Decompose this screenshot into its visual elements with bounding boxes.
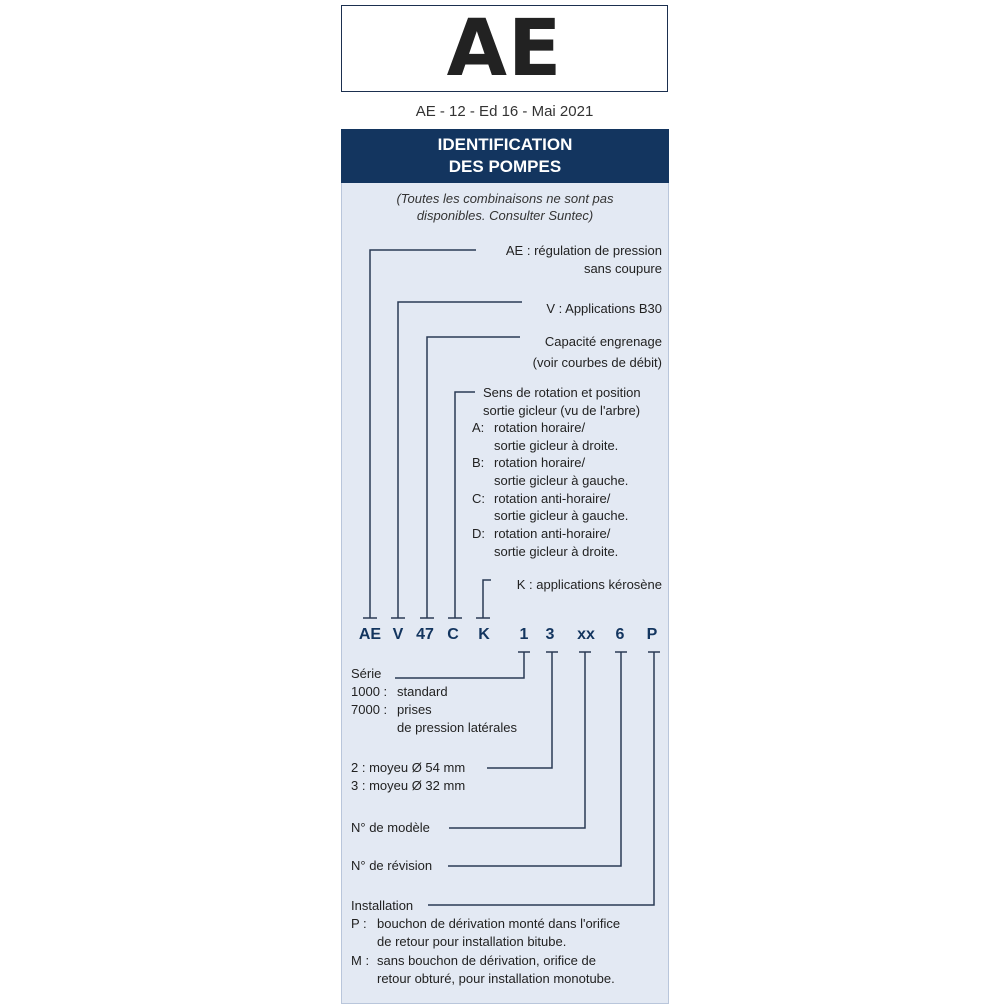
- sens-label: [483, 384, 641, 419]
- option-a-line2: sortie gicleur à droite.: [494, 437, 619, 453]
- install-p-line1: bouchon de dérivation monté dans l'orifice: [377, 916, 621, 931]
- code-k: K: [478, 626, 490, 643]
- k-bracket: [483, 580, 491, 618]
- install-m-key: M :: [351, 953, 370, 968]
- capacity-line1: Capacité engrenage: [544, 334, 662, 349]
- option-c-key: C:: [472, 490, 485, 506]
- code-ae: AE: [358, 626, 382, 643]
- option-d-key: D:: [472, 526, 485, 542]
- ae-label: [506, 242, 662, 278]
- option-b-line1: rotation horaire/: [494, 455, 586, 471]
- modele-label: N° de modèle: [351, 820, 430, 835]
- serie-7000-key: 7000 :: [351, 702, 388, 717]
- code-1: 1: [519, 626, 529, 643]
- revision-label: N° de révision: [351, 858, 433, 873]
- install-p-key: P :: [351, 916, 367, 931]
- option-c-line1: rotation anti-horaire/: [494, 490, 611, 506]
- code-p: P: [646, 626, 658, 643]
- install-m-line1: sans bouchon de dérivation, orifice de: [377, 953, 596, 968]
- serie-7000-value2: de pression latérales: [397, 720, 517, 735]
- option-b-key: B:: [472, 455, 485, 471]
- code-6: 6: [615, 626, 625, 643]
- code-v: V: [392, 626, 404, 643]
- code-3: 3: [545, 626, 555, 643]
- capacity-line2: (voir courbes de débit): [532, 355, 662, 370]
- revision-bracket: [448, 652, 621, 866]
- serie-7000-value1: prises: [397, 702, 432, 717]
- option-a-line1: rotation horaire/: [494, 420, 586, 435]
- option-c-line2: sortie gicleur à gauche.: [494, 508, 629, 524]
- moyeu-bracket: [487, 652, 552, 768]
- k-label: K : applications kérosène: [516, 577, 662, 592]
- moyeu-2: 2 : moyeu Ø 54 mm: [351, 760, 466, 775]
- option-a-key: A:: [472, 420, 485, 435]
- sens-line1: Sens de rotation et position: [483, 385, 641, 400]
- serie-1000-key: 1000 :: [351, 684, 388, 699]
- code-c: C: [447, 626, 459, 643]
- serie-1000: [351, 683, 448, 701]
- note-line1: (Toutes les combinaisons ne sont pas: [396, 191, 614, 206]
- moyeu-3: 3 : moyeu Ø 32 mm: [351, 778, 466, 793]
- ae-bracket: [370, 250, 476, 618]
- code-xx: xx: [577, 626, 595, 643]
- page-title: AE: [446, 3, 563, 94]
- capacity-label: [533, 331, 662, 373]
- header-line2: DES POMPES: [448, 157, 562, 176]
- serie-bracket: [395, 652, 524, 678]
- ae-label-line2: sans coupure: [583, 261, 662, 276]
- install-m-line2: retour obturé, pour installation monotube.: [377, 971, 615, 986]
- header-line1: IDENTIFICATION: [437, 135, 573, 154]
- option-d-line2: sortie gicleur à droite.: [494, 543, 619, 559]
- serie-7000: [351, 701, 432, 719]
- install-m: [351, 952, 596, 970]
- edition-label: AE - 12 - Ed 16 - Mai 2021: [415, 103, 594, 120]
- install-p: [351, 915, 621, 933]
- sens-line2: sortie gicleur (vu de l'arbre): [483, 402, 641, 418]
- ae-label-line1: AE : régulation de pression: [505, 243, 662, 258]
- note-line2: disponibles. Consulter Suntec): [416, 208, 594, 223]
- serie-1000-value: standard: [397, 684, 448, 699]
- install-p-line2: de retour pour installation bitube.: [377, 934, 567, 949]
- option-b-line2: sortie gicleur à gauche.: [494, 473, 629, 489]
- serie-label: Série: [351, 666, 382, 681]
- code-47: 47: [416, 626, 434, 643]
- option-d-line1: rotation anti-horaire/: [494, 526, 611, 542]
- v-label: V : Applications B30: [546, 301, 662, 316]
- installation-label: Installation: [351, 898, 414, 913]
